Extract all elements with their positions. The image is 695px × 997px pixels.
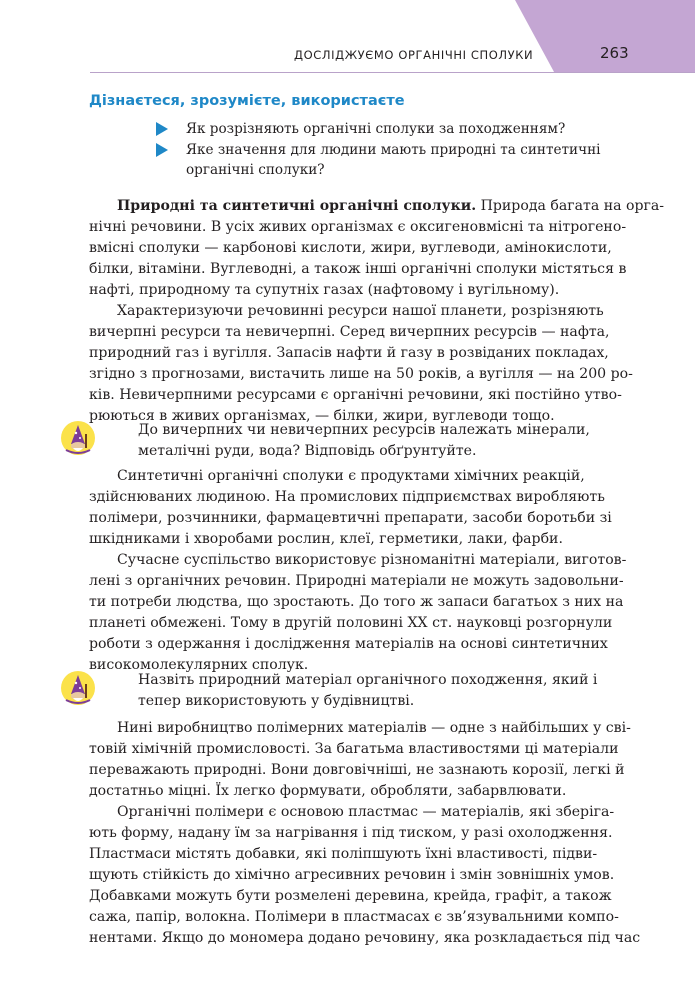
paragraph-line: Сучасне суспільство використовує різноманітні матеріали, виготов- bbox=[117, 552, 627, 568]
paragraph-line: нічні речовини. В усіх живих організмах є оксигеновмісні та нітрогено- bbox=[89, 219, 627, 235]
paragraph-line: нафті, природному та супутніх газах (нафтовому і вугільному). bbox=[89, 282, 560, 298]
paragraph-line: Природні та синтетичні органічні сполуки. Природа багата на орга- bbox=[117, 198, 665, 214]
paragraph-line: щують стійкість до хімічно агресивних речовин і змін зовнішніх умов. bbox=[89, 867, 615, 883]
paragraph-line: роботи з одержання і дослідження матеріалів на основі синтетичних bbox=[89, 636, 608, 652]
paragraph-line: рюються в живих організмах, — білки, жири, вуглеводи тощо. bbox=[89, 408, 555, 424]
paragraph-line: товій хімічній промисловості. За багатьма властивостями ці матеріали bbox=[89, 741, 619, 757]
paragraph-line: переважають природні. Вони довговічніші, не зазнають корозії, легкі й bbox=[89, 762, 625, 778]
paragraph-line: Характеризуючи речовинні ресурси нашої планети, розрізняють bbox=[117, 303, 604, 319]
paragraph-line: ків. Невичерпними ресурсами є органічні речовини, які постійно утво- bbox=[89, 387, 622, 403]
paragraph-line: вичерпні ресурси та невичерпні. Серед вичерпних ресурсів — нафта, bbox=[89, 324, 610, 340]
triangle-bullet-icon bbox=[156, 143, 168, 157]
question-line: Назвіть природний матеріал органічного походження, який і bbox=[138, 672, 598, 688]
goal-text: Як розрізняють органічні сполуки за походженням? bbox=[186, 121, 566, 137]
paragraph-line: високомолекулярних сполук. bbox=[89, 657, 309, 673]
paragraph-line: лені з органічних речовин. Природні матеріали не можуть задовольни- bbox=[89, 573, 624, 589]
paragraph-line: білки, вітаміни. Вуглеводні, а також інші органічні сполуки містяться в bbox=[89, 261, 627, 277]
paragraph-line: природний газ і вугілля. Запасів нафти й газу в розвіданих покладах, bbox=[89, 345, 609, 361]
goal-text: Яке значення для людини мають природні та синтетичні bbox=[186, 142, 601, 158]
wizard-question-icon bbox=[60, 670, 96, 706]
triangle-bullet-icon bbox=[156, 122, 168, 136]
question-line: металічні руди, вода? Відповідь обґрунтуйте. bbox=[138, 443, 477, 459]
paragraph-line: згідно з прогнозами, вистачить лише на 50 років, а вугілля — на 200 ро- bbox=[89, 366, 633, 382]
goal-item bbox=[186, 140, 601, 161]
paragraph-line: Синтетичні органічні сполуки є продуктами хімічних реакцій, bbox=[117, 468, 585, 484]
paragraph-line: Органічні полімери є основою пластмас — матеріалів, які зберіга- bbox=[117, 804, 615, 820]
header-rule bbox=[90, 72, 695, 73]
question-line: тепер використовують у будівництві. bbox=[138, 693, 415, 709]
paragraph-line: нентами. Якщо до мономера додано речовину, яка розкладається під час bbox=[89, 930, 641, 946]
paragraph-line: Добавками можуть бути розмелені деревина, крейда, графіт, а також bbox=[89, 888, 612, 904]
page-number: 263 bbox=[600, 44, 629, 62]
paragraph-line: достатньо міцні. Їх легко формувати, обробляти, забарвлювати. bbox=[89, 783, 567, 799]
paragraph-line: вмісні сполуки — карбонові кислоти, жири, вуглеводи, амінокислоти, bbox=[89, 240, 612, 256]
paragraph-line: ти потреби людства, що зростають. До того ж запаси багатьох з них на bbox=[89, 594, 624, 610]
section-heading: Дізнаєтеся, зрозумієте, використаєте bbox=[89, 93, 405, 109]
question-line: До вичерпних чи невичерпних ресурсів належать мінерали, bbox=[138, 422, 590, 438]
paragraph-line: шкідниками і хворобами рослин, клеї, герметики, лаки, фарби. bbox=[89, 531, 563, 547]
paragraph-line: сажа, папір, волокна. Полімери в пластмасах є зв’язувальними компо- bbox=[89, 909, 619, 925]
running-head: ДОСЛІДЖУЄМО ОРГАНІЧНІ СПОЛУКИ bbox=[294, 48, 534, 62]
paragraph-line: здійснюваних людиною. На промислових підприємствах виробляють bbox=[89, 489, 605, 505]
wizard-question-icon bbox=[60, 420, 96, 456]
goal-item bbox=[186, 119, 565, 140]
paragraph-lead: Природні та синтетичні органічні сполуки. bbox=[117, 198, 477, 214]
header-tab bbox=[515, 0, 695, 73]
paragraph-line: Нині виробництво полімерних матеріалів — одне з найбільших у сві- bbox=[117, 720, 631, 736]
paragraph-line: полімери, розчинники, фармацевтичні препарати, засоби боротьби зі bbox=[89, 510, 612, 526]
paragraph-line: планеті обмежені. Тому в другій половині XX ст. науковці розгорнули bbox=[89, 615, 613, 631]
paragraph-line: Пластмаси містять добавки, які поліпшують їхні властивості, підви- bbox=[89, 846, 598, 862]
goal-text-continued: органічні сполуки? bbox=[186, 162, 325, 178]
paragraph-line: ють форму, надану їм за нагрівання і під тиском, у разі охолодження. bbox=[89, 825, 613, 841]
